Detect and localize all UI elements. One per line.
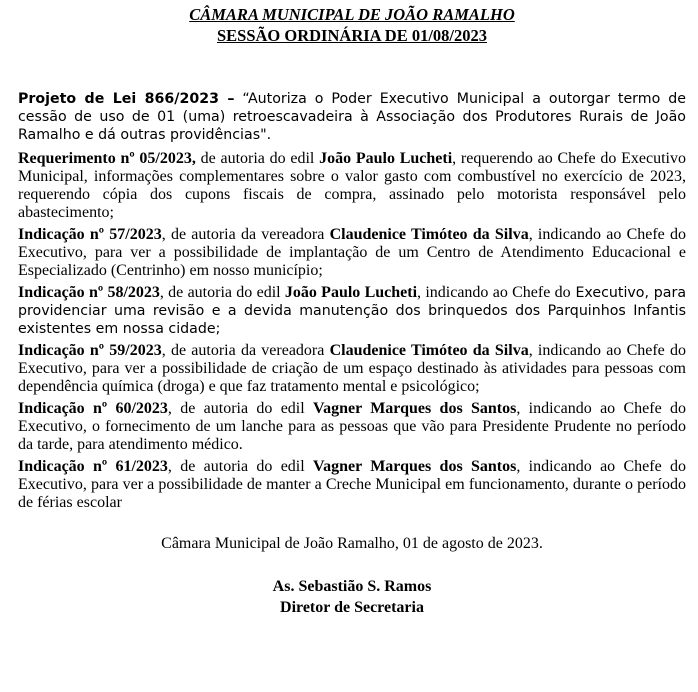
item-text: , de autoria da vereadora [161, 342, 330, 359]
item-text: , de autoria do edil [159, 284, 285, 301]
item-author: Claudenice Timóteo da Silva [329, 342, 529, 359]
item-text: , indicando ao Chefe do Executivo, para ver a possibilidade de implantação de um Centro de Atendimento Educacional e Especializado (Centrinho) em nosso município; [18, 226, 686, 279]
document-page [18, 0, 686, 618]
item-text: Executivo, para providenciar uma revisão e a devida manutenção dos brinquedos dos Parquinhos Infantis existentes em nossa cidade; [18, 285, 687, 337]
agenda-item-indicacao-60 [18, 400, 686, 454]
agenda-item-requerimento-05 [18, 150, 686, 222]
item-label: Indicação nº 58/2023 [18, 284, 160, 301]
item-author: Vagner Marques dos Santos [313, 458, 517, 475]
item-text: , requerendo ao Chefe do Executivo Municipal, informações complementares sobre o valor gasto com combustível no exercício de 2023, requerendo cópia dos cupons fiscais de compra, assinado pelo motorista responsável pelo abastecimento; [18, 150, 686, 221]
item-author: Claudenice Timóteo da Silva [329, 226, 529, 243]
item-text: , de autoria da vereadora [161, 226, 330, 243]
item-text: , indicando ao Chefe do Executivo, para ver a possibilidade de criação de um espaço destinado às atividades para pessoas com dependência química (droga) e que faz tratamento mental e psicológico; [18, 342, 686, 395]
item-text: de autoria do edil [195, 150, 320, 167]
page-title: CÂMARA MUNICIPAL DE JOÃO RAMALHO [189, 5, 515, 24]
item-label: Requerimento nº 05/2023, [18, 150, 196, 167]
item-text: , indicando ao Chefe do Executivo, o fornecimento de um lanche para as pessoas que vão para Presidente Prudente no período da tarde, para atendimento médico. [18, 400, 687, 453]
item-author: João Paulo Lucheti [319, 150, 453, 167]
agenda-item-projeto-lei-866 [18, 90, 686, 144]
item-label: Indicação nº 57/2023 [18, 226, 162, 243]
item-text: , indicando ao Chefe do [417, 284, 571, 301]
item-text: , de autoria do edil [167, 458, 313, 475]
agenda-list [18, 90, 686, 512]
item-label: Indicação nº 60/2023 [18, 400, 168, 417]
session-subtitle: SESSÃO ORDINÁRIA DE 01/08/2023 [216, 26, 487, 45]
signer-role: Diretor de Secretaria [280, 599, 424, 616]
item-author: Vagner Marques dos Santos [313, 400, 517, 417]
item-label: Indicação nº 59/2023 [18, 342, 162, 359]
item-label: Indicação nº 61/2023 [18, 458, 168, 475]
signature-block [18, 576, 686, 618]
item-text: , de autoria do edil [167, 400, 313, 417]
item-text: “Autoriza o Poder Executivo Municipal a outorgar termo de cessão de uso de 01 (uma) retroescavadeira à Associação dos Produtores Rurais de João Ramalho e dá outras providências". [18, 91, 686, 143]
item-text: , indicando ao Chefe do Executivo, para ver a possibilidade de manter a Creche Municipal em funcionamento, durante o período de férias escolar [18, 458, 687, 511]
agenda-item-indicacao-57 [18, 226, 686, 280]
signer-name: As. Sebastião S. Ramos [272, 578, 432, 595]
agenda-item-indicacao-61 [18, 458, 686, 512]
agenda-item-indicacao-58 [18, 284, 686, 338]
agenda-item-indicacao-59 [18, 342, 686, 396]
closing-date-line: Câmara Municipal de João Ramalho, 01 de agosto de 2023. [161, 535, 543, 552]
item-author: João Paulo Lucheti [284, 284, 418, 301]
item-label: Projeto de Lei 866/2023 – [18, 91, 235, 107]
